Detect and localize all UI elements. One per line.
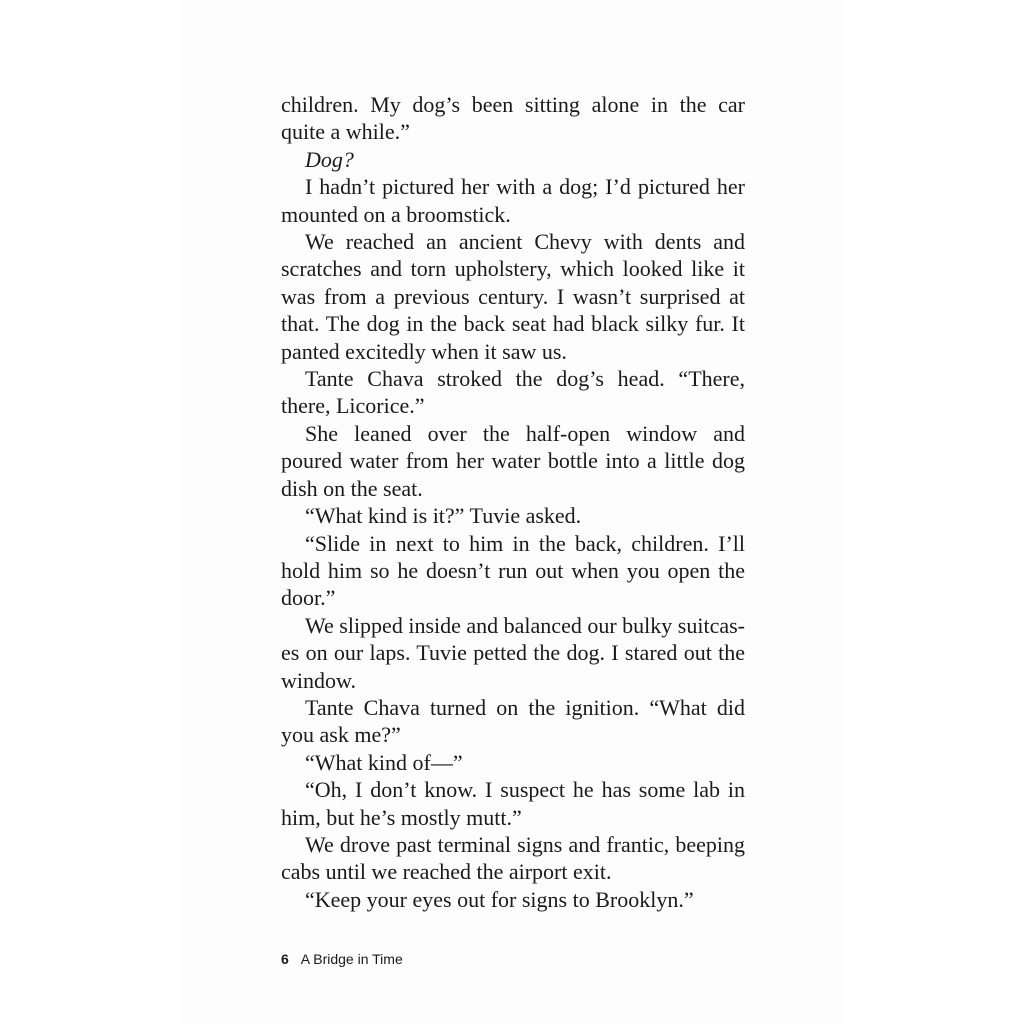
paragraph: She leaned over the half-open window and poured water from her water bottle into a little dog dish on the seat. <box>281 420 745 501</box>
paragraph: We drove past terminal signs and frantic, beeping cabs until we reached the airport exit. <box>281 831 745 885</box>
paragraph: “Keep your eyes out for signs to Brooklyn.” <box>305 886 694 912</box>
paragraph: “What kind is it?” Tuvie asked. <box>305 503 582 529</box>
paragraph: Tante Chava stroked the dog’s head. “There, there, Licorice.” <box>281 366 745 419</box>
page-number: 6 <box>281 951 289 967</box>
paragraph: Tante Chava turned on the ignition. “What did you ask me?” <box>281 694 745 748</box>
paragraph: I hadn’t pictured her with a dog; I’d pictured her mounted on a broomstick. <box>281 174 745 227</box>
paragraph: Dog? <box>305 146 354 172</box>
running-title: A Bridge in Time <box>300 951 403 967</box>
paragraph: “What kind of—” <box>305 749 463 775</box>
body-text <box>281 91 745 913</box>
paragraph: “Oh, I don’t know. I suspect he has some lab in him, but he’s mostly mutt.” <box>281 777 745 830</box>
paragraph: “Slide in next to him in the back, children. I’ll hold him so he doesn’t run out when you open the door.” <box>281 530 745 611</box>
paragraph: We slipped inside and balanced our bulky suitcases on our laps. Tuvie petted the dog. I stared out the window. <box>281 612 745 693</box>
page-footer <box>281 951 403 967</box>
paragraph: We reached an ancient Chevy with dents and scratches and torn upholstery, which looked like it was from a previous century. I wasn’t surprised at that. The dog in the back seat had black silky fur. It panted excitedly when it saw us. <box>281 229 745 364</box>
paragraph: children. My dog’s been sitting alone in the car quite a while.” <box>281 92 745 145</box>
